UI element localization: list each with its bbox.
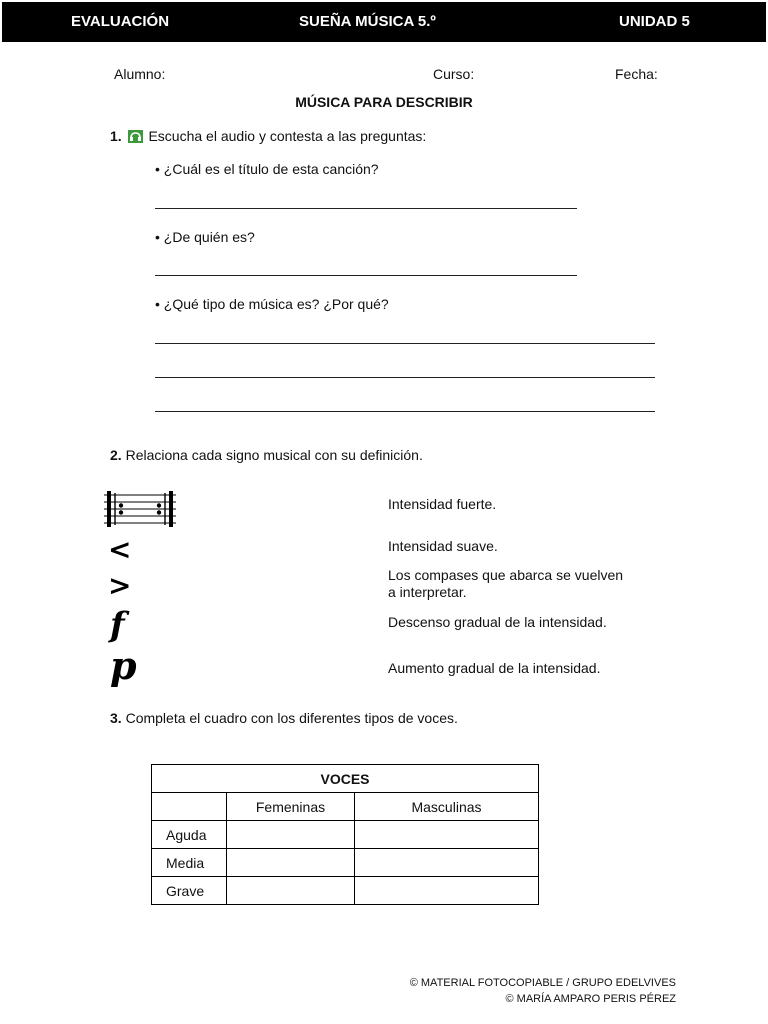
table-title-row xyxy=(152,765,539,793)
header-unit: UNIDAD 5 xyxy=(619,13,690,30)
table-corner-cell xyxy=(152,793,227,821)
question-2 xyxy=(110,447,423,463)
table-row xyxy=(152,877,539,905)
curso-label: Curso: xyxy=(433,66,475,82)
answer-cell[interactable] xyxy=(355,849,539,877)
table-row xyxy=(152,821,539,849)
table-title: VOCES xyxy=(152,765,539,793)
footer-copyright-1: © MATERIAL FOTOCOPIABLE / GRUPO EDELVIVES xyxy=(409,977,676,989)
piano-symbol: p xyxy=(110,643,137,688)
question-1-text: Escucha el audio y contesta a las preguntas: xyxy=(148,128,427,144)
crescendo-symbol: < xyxy=(108,533,132,566)
question-1 xyxy=(110,128,426,144)
voces-table xyxy=(151,764,539,905)
question-3 xyxy=(110,710,458,726)
answer-line-1c-1[interactable] xyxy=(155,343,655,344)
audio-icon[interactable] xyxy=(128,130,143,143)
answer-cell[interactable] xyxy=(227,821,355,849)
answer-cell[interactable] xyxy=(355,821,539,849)
question-2-number: 2. xyxy=(110,447,122,463)
table-row xyxy=(152,849,539,877)
answer-line-1c-2[interactable] xyxy=(155,377,655,378)
answer-cell[interactable] xyxy=(227,849,355,877)
answer-line-1a[interactable] xyxy=(155,208,577,209)
question-1-number: 1. xyxy=(110,128,122,144)
definition-3-line-2: a interpretar. xyxy=(388,584,467,600)
question-3-number: 3. xyxy=(110,710,122,726)
header-book-title: SUEÑA MÚSICA 5.º xyxy=(299,13,436,30)
definition-1: Intensidad fuerte. xyxy=(388,496,497,512)
column-header-femeninas: Femeninas xyxy=(227,793,355,821)
footer-copyright-2: © MARÍA AMPARO PERIS PÉREZ xyxy=(505,993,676,1005)
question-2-text: Relaciona cada signo musical con su definición. xyxy=(125,447,423,463)
question-3-text: Completa el cuadro con los diferentes tipos de voces. xyxy=(125,710,458,726)
answer-cell[interactable] xyxy=(227,877,355,905)
repeat-sign-icon xyxy=(104,490,176,528)
row-label-grave: Grave xyxy=(152,877,227,905)
decrescendo-symbol: > xyxy=(108,569,132,602)
row-label-aguda: Aguda xyxy=(152,821,227,849)
definition-2: Intensidad suave. xyxy=(388,538,498,554)
question-1b: • ¿De quién es? xyxy=(155,229,255,245)
definition-3-line-1: Los compases que abarca se vuelven xyxy=(388,567,624,583)
page-header xyxy=(2,2,766,42)
answer-line-1c-3[interactable] xyxy=(155,411,655,412)
answer-line-1b[interactable] xyxy=(155,275,577,276)
fecha-label: Fecha: xyxy=(615,66,658,82)
forte-symbol: f xyxy=(110,605,125,645)
row-label-media: Media xyxy=(152,849,227,877)
question-1c: • ¿Qué tipo de música es? ¿Por qué? xyxy=(155,296,389,312)
column-header-masculinas: Masculinas xyxy=(355,793,539,821)
table-header-row xyxy=(152,793,539,821)
header-evaluacion: EVALUACIÓN xyxy=(71,13,170,30)
definition-5: Aumento gradual de la intensidad. xyxy=(388,660,601,676)
question-1a: • ¿Cuál es el título de esta canción? xyxy=(155,161,379,177)
page-title: MÚSICA PARA DESCRIBIR xyxy=(295,94,473,110)
alumno-label: Alumno: xyxy=(114,66,166,82)
definition-4: Descenso gradual de la intensidad. xyxy=(388,614,607,630)
answer-cell[interactable] xyxy=(355,877,539,905)
